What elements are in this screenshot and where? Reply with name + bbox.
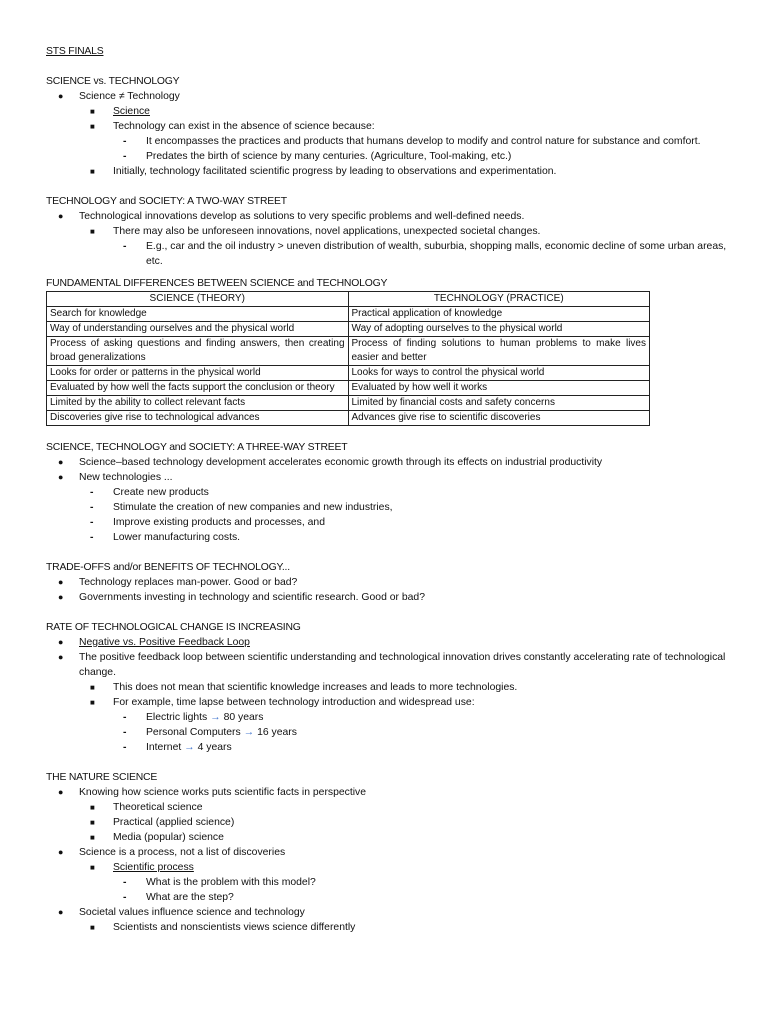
table-cell: Limited by financial costs and safety concerns <box>348 396 650 411</box>
list-item-text: Technological innovations develop as solutions to very specific problems and well-defined needs. <box>79 211 525 222</box>
section-heading-three-way-street <box>46 440 736 455</box>
list-item <box>46 680 736 695</box>
list-item <box>46 164 736 179</box>
section-heading: SCIENCE vs. TECHNOLOGY <box>46 76 180 87</box>
bullet-dot-icon: ● <box>58 652 64 662</box>
document-title: STS FINALS <box>46 46 104 57</box>
list-item-text: Governments investing in technology and scientific research. Good or bad? <box>79 592 425 603</box>
bullet-dot-icon: ● <box>58 91 64 101</box>
table-cell: Process of asking questions and finding answers, then creating broad generalizations <box>47 337 349 366</box>
bullet-square-icon: ■ <box>90 122 95 131</box>
bullet-square-icon: ■ <box>90 863 95 872</box>
table-row <box>47 366 650 381</box>
bullet-dash-icon: - <box>123 136 127 147</box>
bullet-dash-icon: - <box>90 487 94 498</box>
list-item <box>46 209 736 224</box>
table-header-row <box>47 292 650 307</box>
list-item-text: Media (popular) science <box>113 832 224 843</box>
bullet-square-icon: ■ <box>90 683 95 692</box>
list-item-text: Science–based technology development accelerates economic growth through its effects on industrial productivity <box>79 457 603 468</box>
list-item <box>46 635 736 650</box>
bullet-dot-icon: ● <box>58 211 64 221</box>
bullet-dash-icon: - <box>123 151 127 162</box>
list-item <box>46 650 736 665</box>
bullet-dash-icon: - <box>123 727 127 738</box>
list-item <box>46 815 736 830</box>
list-item <box>46 515 736 530</box>
list-item <box>46 149 736 164</box>
list-item <box>46 224 736 239</box>
bullet-square-icon: ■ <box>90 818 95 827</box>
section-heading-fundamental-differences <box>46 277 736 291</box>
arrow-right-icon: → <box>243 727 255 738</box>
table-row <box>47 396 650 411</box>
list-item-text: There may also be unforeseen innovations, novel applications, unexpected societal changes. <box>113 226 541 237</box>
list-item-text: For example, time lapse between technology introduction and widespread use: <box>113 697 475 708</box>
example-label: Personal Computers <box>146 727 241 738</box>
bullet-square-icon: ■ <box>90 803 95 812</box>
list-item-text: This does not mean that scientific knowledge increases and leads to more technologies. <box>113 682 518 693</box>
list-item-text: What are the step? <box>146 892 234 903</box>
list-item-text: Theoretical science <box>113 802 203 813</box>
list-item <box>46 830 736 845</box>
list-item-text: Science ≠ Technology <box>79 91 180 102</box>
table-cell: Process of finding solutions to human problems to make lives easier and better <box>348 337 650 366</box>
section-heading-two-way-street <box>46 194 736 209</box>
list-item <box>46 530 736 545</box>
table-cell: Looks for order or patterns in the physical world <box>47 366 349 381</box>
list-item-text: Negative vs. Positive Feedback Loop <box>79 637 250 648</box>
table-header-science: SCIENCE (THEORY) <box>47 292 349 307</box>
list-item-text: Knowing how science works puts scientific facts in perspective <box>79 787 367 798</box>
arrow-right-icon: → <box>210 712 221 723</box>
bullet-square-icon: ■ <box>90 227 95 236</box>
bullet-dash-icon: - <box>123 742 127 753</box>
bullet-square-icon: ■ <box>90 923 95 932</box>
list-item-text: Initially, technology facilitated scientific progress by leading to observations and experimentation. <box>113 166 557 177</box>
section-heading: THE NATURE SCIENCE <box>46 772 158 783</box>
list-item-text: Predates the birth of science by many centuries. (Agriculture, Tool-making, etc.) <box>146 151 512 162</box>
list-item <box>46 134 736 149</box>
list-item <box>46 905 736 920</box>
bullet-dot-icon: ● <box>58 457 64 467</box>
table-header-technology: TECHNOLOGY (PRACTICE) <box>348 292 650 307</box>
bullet-dot-icon: ● <box>58 907 64 917</box>
arrow-right-icon: → <box>184 742 195 753</box>
bullet-dash-icon: - <box>123 877 127 888</box>
bullet-dot-icon: ● <box>58 577 64 587</box>
bullet-dot-icon: ● <box>58 637 64 647</box>
document-title-line <box>46 44 736 59</box>
bullet-square-icon: ■ <box>90 833 95 842</box>
section-heading-science-vs-technology <box>46 74 736 89</box>
list-item-text: Technology can exist in the absence of science because: <box>113 121 375 132</box>
example-label: Internet <box>146 742 182 753</box>
example-label: Electric lights <box>146 712 208 723</box>
bullet-square-icon: ■ <box>90 167 95 176</box>
list-item-text: It encompasses the practices and products that humans develop to modify and control nature for substance and comfort. <box>146 136 701 147</box>
list-item <box>46 860 736 875</box>
differences-table <box>46 291 650 426</box>
list-item <box>46 785 736 800</box>
table-row <box>47 322 650 337</box>
table-cell: Practical application of knowledge <box>348 307 650 322</box>
bullet-dot-icon: ● <box>58 472 64 482</box>
list-item-continuation <box>46 254 736 269</box>
bullet-dash-icon: - <box>123 241 127 252</box>
list-item-text: Scientific process <box>113 862 194 873</box>
table-cell: Evaluated by how well the facts support the conclusion or theory <box>47 381 349 396</box>
bullet-square-icon: ■ <box>90 698 95 707</box>
section-heading: RATE OF TECHNOLOGICAL CHANGE IS INCREASING <box>46 622 301 633</box>
table-cell: Way of understanding ourselves and the physical world <box>47 322 349 337</box>
example-value: 4 years <box>197 742 232 753</box>
list-item <box>46 695 736 710</box>
list-item-continuation <box>46 665 736 680</box>
section-heading: FUNDAMENTAL DIFFERENCES BETWEEN SCIENCE and TECHNOLOGY <box>46 278 388 289</box>
list-item-text: Societal values influence science and technology <box>79 907 305 918</box>
table-row <box>47 411 650 426</box>
bullet-dash-icon: - <box>90 517 94 528</box>
list-item-text: What is the problem with this model? <box>146 877 316 888</box>
list-item <box>46 89 736 104</box>
table-cell: Discoveries give rise to technological advances <box>47 411 349 426</box>
bullet-dot-icon: ● <box>58 847 64 857</box>
list-item-text: Lower manufacturing costs. <box>113 532 241 543</box>
list-item <box>46 119 736 134</box>
table-row <box>47 381 650 396</box>
list-item <box>46 890 736 905</box>
bullet-dash-icon: - <box>90 502 94 513</box>
section-heading: TRADE-OFFS and/or BENEFITS OF TECHNOLOGY... <box>46 562 290 573</box>
list-item <box>46 455 736 470</box>
table-cell: Way of adopting ourselves to the physical world <box>348 322 650 337</box>
section-heading-nature-science <box>46 770 736 785</box>
section-heading-rate-of-change <box>46 620 736 635</box>
list-item-text: E.g., car and the oil industry > uneven distribution of wealth, suburbia, shopping malls, economic decline of some urban areas, <box>146 241 727 252</box>
list-item-text: Scientists and nonscientists views science differently <box>113 922 356 933</box>
list-item <box>46 710 736 725</box>
list-item-text: change. <box>79 667 116 678</box>
table-row <box>47 307 650 322</box>
bullet-dash-icon: - <box>123 712 127 723</box>
section-heading: TECHNOLOGY and SOCIETY: A TWO-WAY STREET <box>46 196 287 207</box>
table-cell: Evaluated by how well it works <box>348 381 650 396</box>
table-cell: Looks for ways to control the physical world <box>348 366 650 381</box>
list-item <box>46 470 736 485</box>
list-item-text: etc. <box>146 256 163 267</box>
list-item-text: Stimulate the creation of new companies and new industries, <box>113 502 393 513</box>
bullet-dash-icon: - <box>123 892 127 903</box>
table-row <box>47 337 650 366</box>
list-item <box>46 590 736 605</box>
list-item-text: Create new products <box>113 487 209 498</box>
list-item-text: The positive feedback loop between scientific understanding and technological innovation drives constantly accelerating rate of technological <box>79 652 726 663</box>
list-item-text: Science <box>113 106 150 117</box>
list-item <box>46 920 736 935</box>
list-item <box>46 875 736 890</box>
bullet-dot-icon: ● <box>58 592 64 602</box>
list-item <box>46 845 736 860</box>
list-item-text: Practical (applied science) <box>113 817 235 828</box>
table-cell: Search for knowledge <box>47 307 349 322</box>
section-heading: SCIENCE, TECHNOLOGY and SOCIETY: A THREE-WAY STREET <box>46 442 348 453</box>
list-item <box>46 800 736 815</box>
table-cell: Advances give rise to scientific discoveries <box>348 411 650 426</box>
list-item <box>46 485 736 500</box>
example-value: 80 years <box>223 712 264 723</box>
list-item <box>46 725 736 740</box>
table-body <box>47 307 650 426</box>
list-item <box>46 500 736 515</box>
example-value: 16 years <box>257 727 297 738</box>
bullet-square-icon: ■ <box>90 107 95 116</box>
list-item <box>46 575 736 590</box>
list-item-text: New technologies ... <box>79 472 173 483</box>
list-item-text: Science is a process, not a list of discoveries <box>79 847 286 858</box>
list-item <box>46 740 736 755</box>
bullet-dash-icon: - <box>90 532 94 543</box>
document-page <box>46 44 736 935</box>
table-cell: Limited by the ability to collect relevant facts <box>47 396 349 411</box>
list-item-text: Improve existing products and processes, and <box>113 517 325 528</box>
bullet-dot-icon: ● <box>58 787 64 797</box>
list-item <box>46 239 736 254</box>
section-heading-trade-offs <box>46 560 736 575</box>
list-item-text: Technology replaces man-power. Good or bad? <box>79 577 298 588</box>
list-item <box>46 104 736 119</box>
